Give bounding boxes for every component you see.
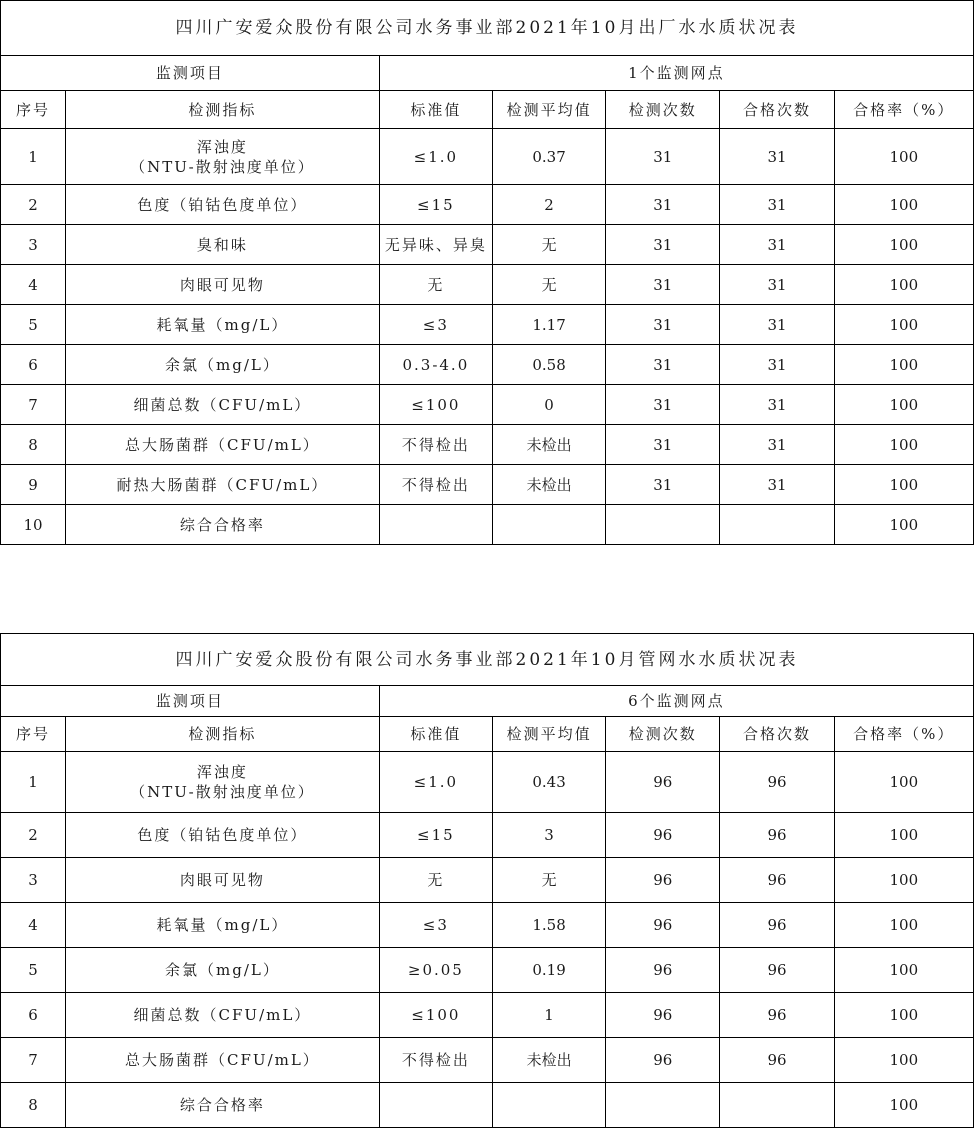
serial-cell: 8 (1, 425, 66, 465)
table-row (1, 813, 974, 858)
indicator-cell: 综合合格率 (66, 505, 380, 545)
indicator-unit: （NTU-散射浊度单位） (130, 783, 315, 801)
average-value-cell: 0.43 (492, 752, 605, 813)
column-header: 序号 (1, 717, 66, 752)
pass-count-cell: 31 (720, 225, 834, 265)
column-header: 检测指标 (66, 717, 380, 752)
average-value-cell (492, 505, 605, 545)
test-count-cell: 31 (606, 265, 720, 305)
test-count-cell: 96 (606, 1038, 720, 1083)
pass-rate-cell: 100 (834, 903, 973, 948)
pass-rate-cell: 100 (834, 345, 973, 385)
serial-cell: 9 (1, 465, 66, 505)
test-count-cell: 96 (606, 752, 720, 813)
average-value-cell: 1.17 (492, 305, 605, 345)
column-header: 检测次数 (606, 91, 720, 129)
serial-cell: 2 (1, 185, 66, 225)
indicator-unit: （NTU-散射浊度单位） (130, 157, 315, 176)
column-header: 标准值 (379, 91, 492, 129)
serial-cell: 2 (1, 813, 66, 858)
indicator-cell: 色度（铂钴色度单位） (66, 185, 380, 225)
column-header: 标准值 (379, 717, 492, 752)
indicator-cell: 肉眼可见物 (66, 858, 380, 903)
average-value-cell: 未检出 (492, 1038, 605, 1083)
table-row (1, 385, 974, 425)
standard-value-cell (379, 1083, 492, 1128)
serial-cell: 6 (1, 345, 66, 385)
indicator-cell: 臭和味 (66, 225, 380, 265)
table-title: 四川广安爱众股份有限公司水务事业部2021年10月出厂水水质状况表 (1, 1, 974, 56)
pass-count-cell: 31 (720, 385, 834, 425)
average-value-cell: 0.19 (492, 948, 605, 993)
serial-cell: 1 (1, 129, 66, 185)
serial-cell: 7 (1, 385, 66, 425)
standard-value-cell: ≤15 (379, 185, 492, 225)
standard-value-cell: ≥0.05 (379, 948, 492, 993)
pass-count-cell: 96 (720, 948, 834, 993)
average-value-cell: 2 (492, 185, 605, 225)
pass-count-cell: 31 (720, 185, 834, 225)
standard-value-cell: 不得检出 (379, 425, 492, 465)
indicator-cell: 细菌总数（CFU/mL） (66, 385, 380, 425)
table-row (1, 185, 974, 225)
indicator-cell: 肉眼可见物 (66, 265, 380, 305)
pass-rate-cell: 100 (834, 425, 973, 465)
table-row (1, 129, 974, 185)
standard-value-cell: ≤100 (379, 993, 492, 1038)
factory-water-quality-table (0, 0, 974, 545)
average-value-cell: 无 (492, 225, 605, 265)
column-header: 合格次数 (720, 91, 834, 129)
test-count-cell: 96 (606, 993, 720, 1038)
pass-rate-cell: 100 (834, 305, 973, 345)
serial-cell: 1 (1, 752, 66, 813)
test-count-cell: 31 (606, 129, 720, 185)
serial-cell: 3 (1, 225, 66, 265)
pass-count-cell: 31 (720, 265, 834, 305)
test-count-cell: 31 (606, 185, 720, 225)
table-row (1, 465, 974, 505)
table-row (1, 858, 974, 903)
serial-cell: 3 (1, 858, 66, 903)
table-row (1, 305, 974, 345)
indicator-cell: 耐热大肠菌群（CFU/mL） (66, 465, 380, 505)
standard-value-cell: 0.3-4.0 (379, 345, 492, 385)
table-row (1, 1083, 974, 1128)
standard-value-cell: 无异味、异臭 (379, 225, 492, 265)
column-header: 合格率（%） (834, 91, 973, 129)
indicator-cell (66, 129, 380, 185)
column-header: 检测平均值 (492, 717, 605, 752)
pass-rate-cell: 100 (834, 1083, 973, 1128)
serial-cell: 4 (1, 265, 66, 305)
pass-rate-cell: 100 (834, 185, 973, 225)
pass-count-cell: 31 (720, 465, 834, 505)
pass-rate-cell: 100 (834, 993, 973, 1038)
indicator-cell (66, 752, 380, 813)
serial-cell: 7 (1, 1038, 66, 1083)
serial-cell: 5 (1, 948, 66, 993)
group-header-monitoring-items: 监测项目 (1, 56, 380, 91)
test-count-cell: 31 (606, 305, 720, 345)
serial-cell: 6 (1, 993, 66, 1038)
average-value-cell: 0 (492, 385, 605, 425)
pass-count-cell: 96 (720, 903, 834, 948)
standard-value-cell: 不得检出 (379, 465, 492, 505)
average-value-cell: 3 (492, 813, 605, 858)
indicator-cell: 色度（铂钴色度单位） (66, 813, 380, 858)
indicator-cell: 总大肠菌群（CFU/mL） (66, 425, 380, 465)
average-value-cell: 未检出 (492, 465, 605, 505)
pass-rate-cell: 100 (834, 225, 973, 265)
table-row (1, 993, 974, 1038)
average-value-cell (492, 1083, 605, 1128)
table-row (1, 903, 974, 948)
pipe-network-water-quality-table (0, 633, 974, 1128)
indicator-name: 浑浊度 (196, 137, 248, 156)
pass-rate-cell: 100 (834, 465, 973, 505)
test-count-cell: 96 (606, 813, 720, 858)
average-value-cell: 1.58 (492, 903, 605, 948)
pass-count-cell (720, 505, 834, 545)
standard-value-cell: ≤3 (379, 305, 492, 345)
indicator-name: 浑浊度 (196, 763, 248, 781)
group-header-monitoring-points: 1个监测网点 (379, 56, 973, 91)
indicator-cell: 综合合格率 (66, 1083, 380, 1128)
indicator-cell: 耗氧量（mg/L） (66, 305, 380, 345)
serial-cell: 5 (1, 305, 66, 345)
serial-cell: 4 (1, 903, 66, 948)
table-row (1, 425, 974, 465)
column-header: 检测次数 (606, 717, 720, 752)
test-count-cell (606, 1083, 720, 1128)
test-count-cell: 31 (606, 345, 720, 385)
test-count-cell: 31 (606, 425, 720, 465)
serial-cell: 8 (1, 1083, 66, 1128)
test-count-cell (606, 505, 720, 545)
pass-count-cell: 96 (720, 752, 834, 813)
indicator-cell: 总大肠菌群（CFU/mL） (66, 1038, 380, 1083)
pass-count-cell (720, 1083, 834, 1128)
pass-rate-cell: 100 (834, 858, 973, 903)
pass-count-cell: 31 (720, 345, 834, 385)
standard-value-cell: 无 (379, 265, 492, 305)
column-header: 合格次数 (720, 717, 834, 752)
pass-rate-cell: 100 (834, 1038, 973, 1083)
serial-cell: 10 (1, 505, 66, 545)
average-value-cell: 1 (492, 993, 605, 1038)
pass-rate-cell: 100 (834, 813, 973, 858)
pass-count-cell: 96 (720, 1038, 834, 1083)
table-row (1, 225, 974, 265)
pass-count-cell: 96 (720, 858, 834, 903)
average-value-cell: 未检出 (492, 425, 605, 465)
pass-count-cell: 96 (720, 993, 834, 1038)
pass-count-cell: 96 (720, 813, 834, 858)
test-count-cell: 31 (606, 465, 720, 505)
table-row (1, 948, 974, 993)
group-header-monitoring-points: 6个监测网点 (379, 686, 973, 717)
table-row (1, 345, 974, 385)
standard-value-cell (379, 505, 492, 545)
pass-rate-cell: 100 (834, 385, 973, 425)
test-count-cell: 96 (606, 858, 720, 903)
pass-rate-cell: 100 (834, 505, 973, 545)
table-row (1, 752, 974, 813)
pass-count-cell: 31 (720, 129, 834, 185)
average-value-cell: 无 (492, 265, 605, 305)
table-title: 四川广安爱众股份有限公司水务事业部2021年10月管网水水质状况表 (1, 634, 974, 686)
pass-rate-cell: 100 (834, 948, 973, 993)
column-header: 合格率（%） (834, 717, 973, 752)
standard-value-cell: ≤3 (379, 903, 492, 948)
pass-count-cell: 31 (720, 425, 834, 465)
pass-rate-cell: 100 (834, 129, 973, 185)
pass-rate-cell: 100 (834, 752, 973, 813)
standard-value-cell: ≤1.0 (379, 129, 492, 185)
indicator-cell: 余氯（mg/L） (66, 345, 380, 385)
column-header: 序号 (1, 91, 66, 129)
indicator-cell: 耗氧量（mg/L） (66, 903, 380, 948)
average-value-cell: 无 (492, 858, 605, 903)
average-value-cell: 0.58 (492, 345, 605, 385)
test-count-cell: 96 (606, 903, 720, 948)
test-count-cell: 96 (606, 948, 720, 993)
column-header: 检测指标 (66, 91, 380, 129)
column-header: 检测平均值 (492, 91, 605, 129)
pass-count-cell: 31 (720, 305, 834, 345)
table-row (1, 505, 974, 545)
indicator-cell: 余氯（mg/L） (66, 948, 380, 993)
standard-value-cell: 无 (379, 858, 492, 903)
indicator-cell: 细菌总数（CFU/mL） (66, 993, 380, 1038)
table-row (1, 265, 974, 305)
test-count-cell: 31 (606, 225, 720, 265)
standard-value-cell: ≤1.0 (379, 752, 492, 813)
standard-value-cell: ≤15 (379, 813, 492, 858)
standard-value-cell: ≤100 (379, 385, 492, 425)
standard-value-cell: 不得检出 (379, 1038, 492, 1083)
test-count-cell: 31 (606, 385, 720, 425)
average-value-cell: 0.37 (492, 129, 605, 185)
group-header-monitoring-items: 监测项目 (1, 686, 380, 717)
table-row (1, 1038, 974, 1083)
pass-rate-cell: 100 (834, 265, 973, 305)
